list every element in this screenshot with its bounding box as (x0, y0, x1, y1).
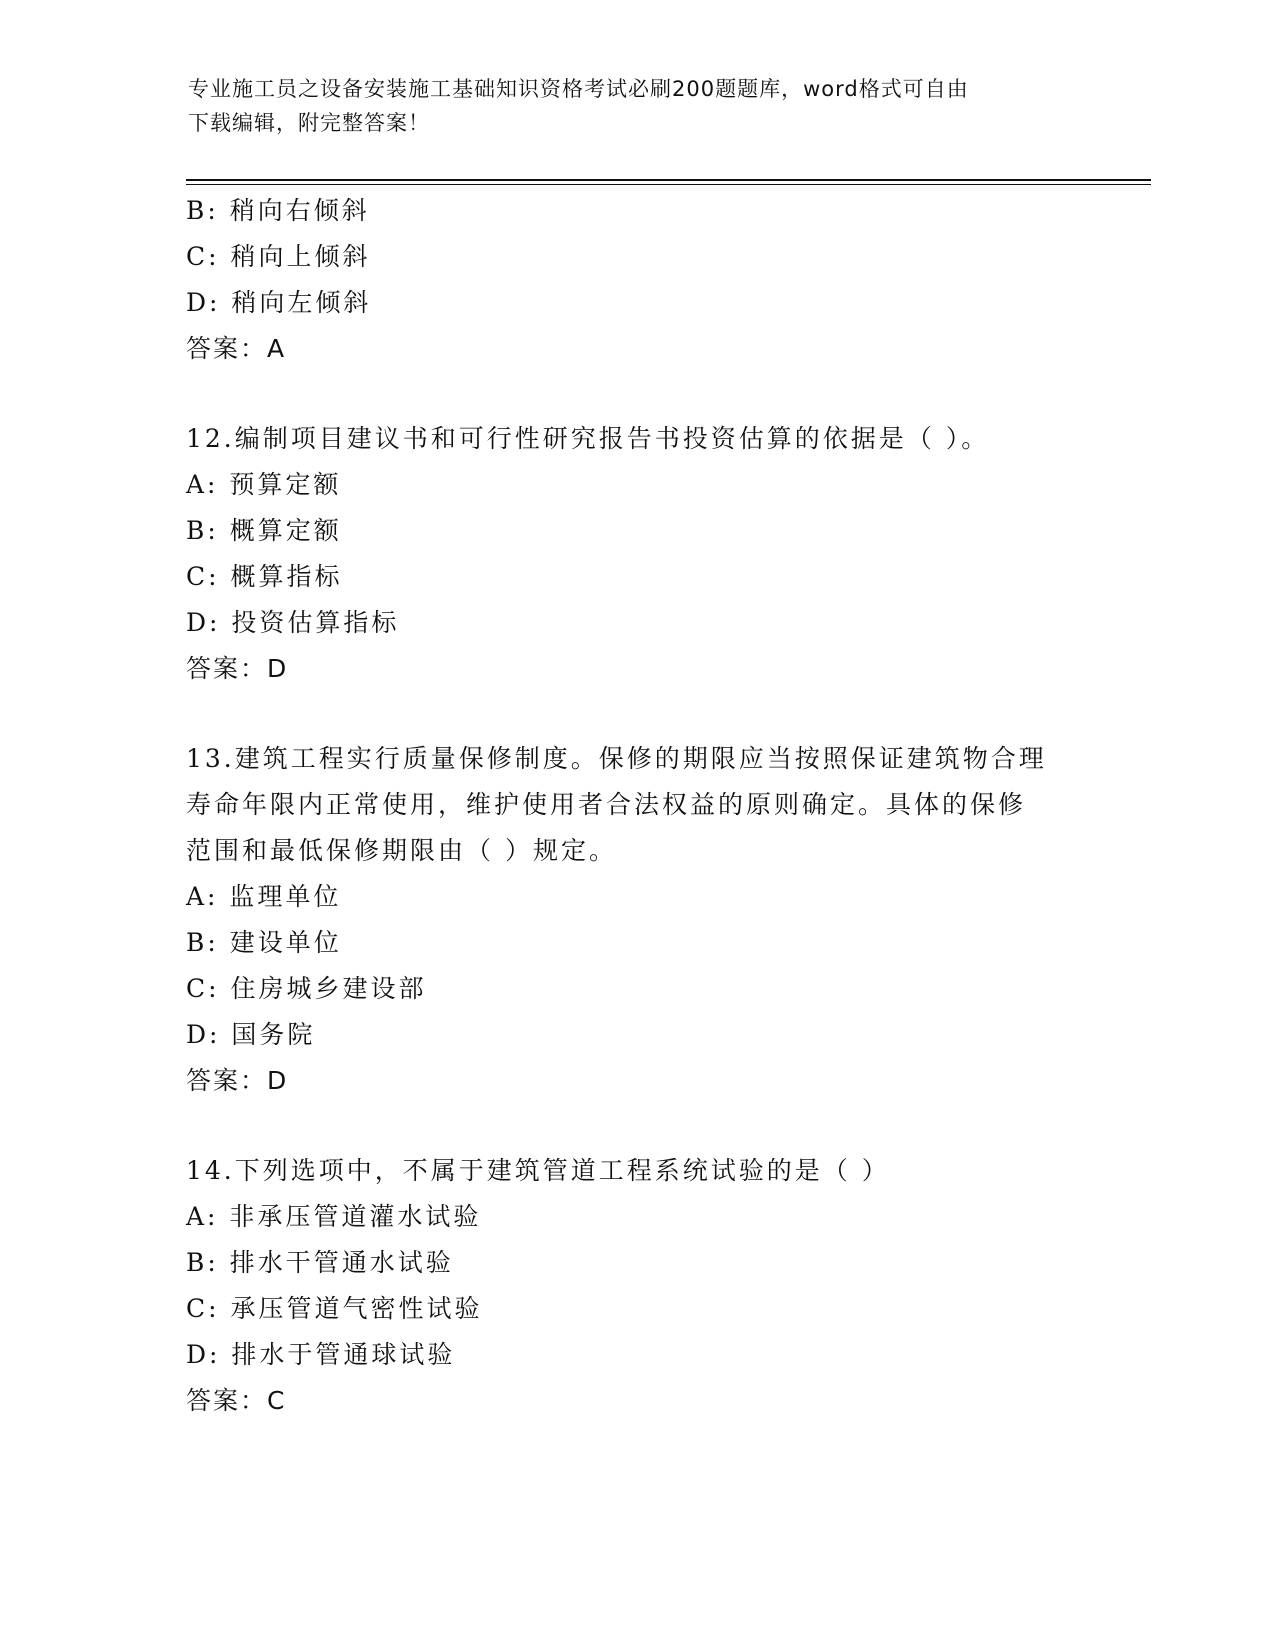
option-a: A: 监理单位 (186, 882, 342, 911)
option-d: D: 投资估算指标 (186, 608, 400, 637)
question-text: 14.下列选项中，不属于建筑管道工程系统试验的是（ ） (186, 1156, 890, 1185)
option-d: D: 排水于管通球试验 (186, 1340, 456, 1369)
option-b: B: 概算定额 (186, 516, 342, 545)
question-12 (186, 416, 1086, 692)
option-c: C: 概算指标 (186, 562, 343, 591)
answer-line: 答案：C (186, 1386, 287, 1415)
header-line-1: 专业施工员之设备安装施工基础知识资格考试必刷200题题库，word格式可自由 (188, 77, 969, 101)
option-a: A: 预算定额 (186, 470, 342, 499)
option-b: B: 建设单位 (186, 928, 342, 957)
header-divider-thick (186, 179, 1151, 181)
question-text: 12.编制项目建议书和可行性研究报告书投资估算的依据是（ ）。 (186, 424, 990, 453)
option-b: B: 排水干管通水试验 (186, 1248, 454, 1277)
previous-question-tail (186, 188, 1086, 372)
question-text-line-2: 寿命年限内正常使用，维护使用者合法权益的原则确定。具体的保修 (186, 790, 1027, 819)
option-c: C: 稍向上倾斜 (186, 242, 371, 271)
question-13 (186, 736, 1086, 1104)
answer-line: 答案：A (186, 334, 287, 363)
option-d: D: 国务院 (186, 1020, 316, 1049)
option-c: C: 住房城乡建设部 (186, 974, 427, 1003)
question-text-line-3: 范围和最低保修期限由（ ）规定。 (186, 836, 617, 865)
header-divider-thin (186, 184, 1151, 185)
header-line-2: 下载编辑，附完整答案！ (188, 111, 430, 135)
option-c: C: 承压管道气密性试验 (186, 1294, 483, 1323)
document-header (188, 72, 1068, 140)
question-content (186, 188, 1086, 1424)
question-14 (186, 1148, 1086, 1424)
option-a: A: 非承压管道灌水试验 (186, 1202, 482, 1231)
question-text-line-1: 13.建筑工程实行质量保修制度。保修的期限应当按照保证建筑物合理 (186, 744, 1047, 773)
answer-line: 答案：D (186, 1066, 289, 1095)
option-b: B: 稍向右倾斜 (186, 196, 370, 225)
answer-line: 答案：D (186, 654, 289, 683)
option-d: D: 稍向左倾斜 (186, 288, 372, 317)
